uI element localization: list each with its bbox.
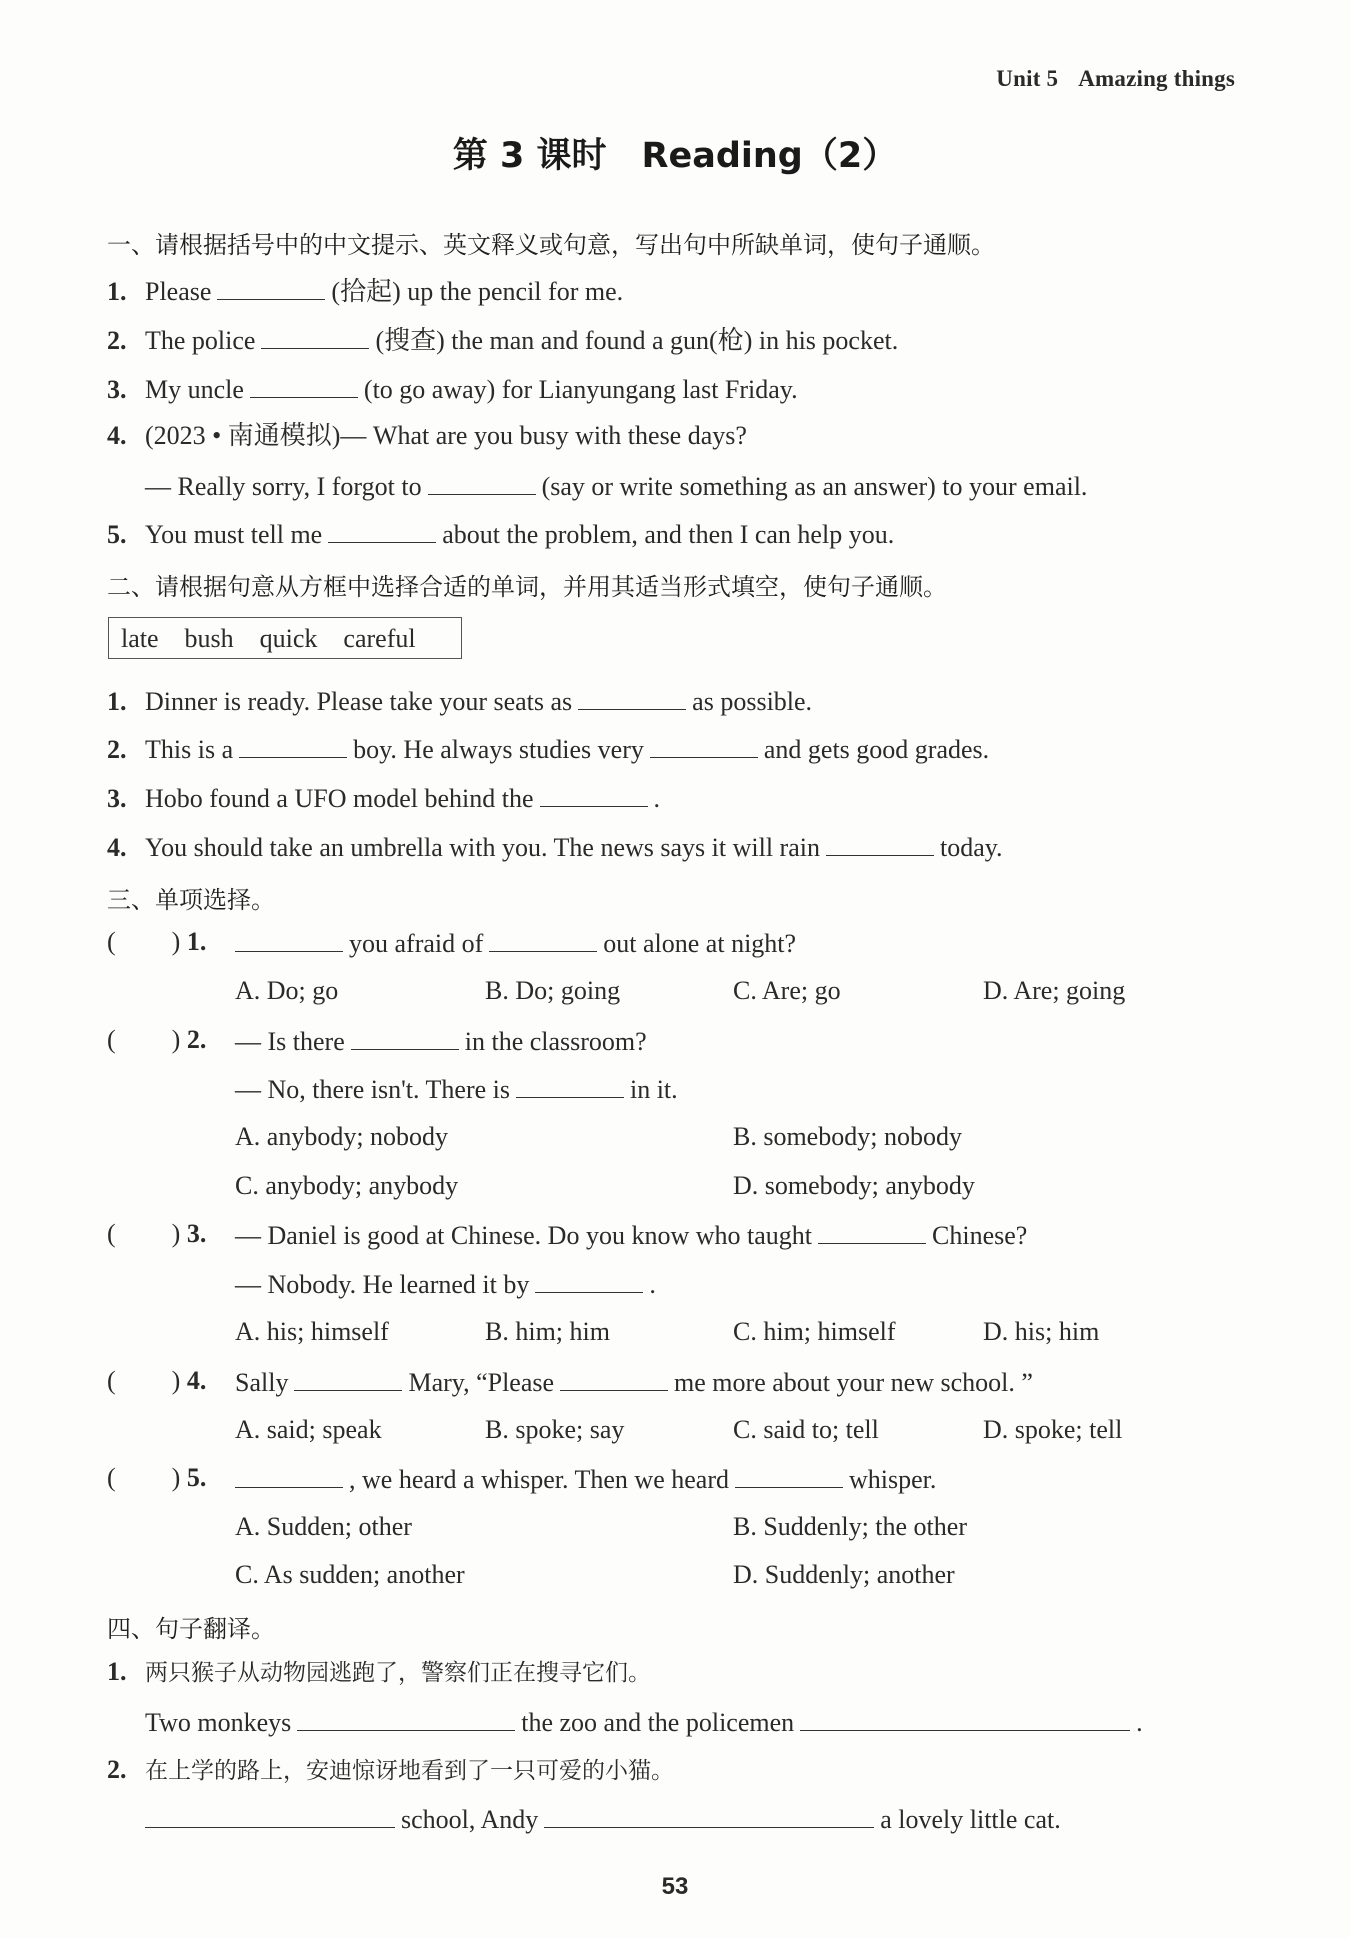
mc-q1-option-b[interactable]: B. Do; going <box>485 976 621 1005</box>
mc-q2-option-c[interactable]: C. anybody; anybody <box>235 1171 459 1200</box>
answer-blank[interactable] <box>250 373 358 398</box>
s1-item-2: 2. The police (搜查) the man and found a gun(枪) in his pocket. <box>107 326 899 355</box>
mc-q3-option-c[interactable]: C. him; himself <box>733 1317 896 1346</box>
answer-blank[interactable] <box>217 275 325 300</box>
answer-blank[interactable] <box>145 1803 395 1828</box>
answer-blank[interactable] <box>826 831 934 856</box>
word-option: late <box>121 624 159 653</box>
mc-q4-option-c[interactable]: C. said to; tell <box>733 1415 879 1444</box>
mc-q1-answer-paren[interactable]: ( ) 1. <box>107 927 207 956</box>
s1-item-4-reply: — Really sorry, I forgot to (say or write something as an answer) to your email. <box>145 472 1088 501</box>
answer-blank[interactable] <box>428 470 536 495</box>
answer-blank[interactable] <box>818 1219 926 1244</box>
mc-q4-stem: Sally Mary, “Please me more about your new school. ” <box>235 1368 1033 1397</box>
answer-blank[interactable] <box>544 1803 874 1828</box>
mc-q5-option-b[interactable]: B. Suddenly; the other <box>733 1512 967 1541</box>
mc-q4-option-d[interactable]: D. spoke; tell <box>983 1415 1123 1444</box>
answer-blank[interactable] <box>328 518 436 543</box>
answer-blank[interactable] <box>489 927 597 952</box>
mc-q2-option-d[interactable]: D. somebody; anybody <box>733 1171 975 1200</box>
section-3-heading: 三、单项选择。 <box>107 886 275 914</box>
mc-q1-option-d[interactable]: D. Are; going <box>983 976 1126 1005</box>
page-number: 53 <box>661 1873 689 1900</box>
mc-q3-option-a[interactable]: A. his; himself <box>235 1317 389 1346</box>
s2-item-3: 3. Hobo found a UFO model behind the . <box>107 784 661 813</box>
s2-item-1: 1. Dinner is ready. Please take your seats as as possible. <box>107 687 813 716</box>
mc-q1-option-a[interactable]: A. Do; go <box>235 976 339 1005</box>
mc-q2-stem-2: — No, there isn't. There is in it. <box>235 1075 678 1104</box>
word-option: careful <box>343 624 416 653</box>
answer-blank[interactable] <box>578 685 686 710</box>
unit-topic: Amazing things <box>1078 66 1235 91</box>
answer-blank[interactable] <box>235 927 343 952</box>
unit-label: Unit 5 <box>996 66 1059 91</box>
mc-q2-stem-1: — Is there in the classroom? <box>235 1027 647 1056</box>
section-1-heading: 一、请根据括号中的中文提示、英文释义或句意，写出句中所缺单词，使句子通顺。 <box>107 231 995 259</box>
mc-q5-option-c[interactable]: C. As sudden; another <box>235 1560 465 1589</box>
s4-item-1-english: Two monkeys the zoo and the policemen . <box>145 1708 1143 1737</box>
s1-item-5: 5. You must tell me about the problem, and then I can help you. <box>107 520 895 549</box>
s4-item-2-chinese: 2. 在上学的路上，安迪惊讶地看到了一只可爱的小猫。 <box>107 1755 674 1784</box>
word-option: bush <box>184 624 234 653</box>
mc-q2-answer-paren[interactable]: ( ) 2. <box>107 1025 207 1054</box>
section-2-heading: 二、请根据句意从方框中选择合适的单词，并用其适当形式填空，使句子通顺。 <box>107 573 947 601</box>
answer-blank[interactable] <box>560 1366 668 1391</box>
answer-blank[interactable] <box>294 1366 402 1391</box>
mc-q5-option-a[interactable]: A. Sudden; other <box>235 1512 412 1541</box>
running-header <box>996 66 1235 92</box>
answer-blank[interactable] <box>516 1073 624 1098</box>
mc-q4-answer-paren[interactable]: ( ) 4. <box>107 1366 207 1395</box>
word-box <box>108 617 462 659</box>
answer-blank[interactable] <box>535 1268 643 1293</box>
s4-item-2-english: school, Andy a lovely little cat. <box>145 1803 1061 1835</box>
mc-q1-option-c[interactable]: C. Are; go <box>733 976 841 1005</box>
mc-q1-stem: you afraid of out alone at night? <box>235 927 796 959</box>
answer-blank[interactable] <box>239 733 347 758</box>
s4-item-1-chinese: 1. 两只猴子从动物园逃跑了，警察们正在搜寻它们。 <box>107 1657 651 1686</box>
answer-blank[interactable] <box>261 324 369 349</box>
mc-q3-stem-2: — Nobody. He learned it by . <box>235 1270 656 1299</box>
mc-q5-answer-paren[interactable]: ( ) 5. <box>107 1463 207 1492</box>
answer-blank[interactable] <box>735 1463 843 1488</box>
s1-item-4: 4. (2023 • 南通模拟)— What are you busy with these days? <box>107 421 747 450</box>
mc-q4-option-a[interactable]: A. said; speak <box>235 1415 382 1444</box>
s1-item-1: 1. Please (拾起) up the pencil for me. <box>107 277 624 306</box>
mc-q3-option-d[interactable]: D. his; him <box>983 1317 1100 1346</box>
answer-blank[interactable] <box>351 1025 459 1050</box>
s2-item-2: 2. This is a boy. He always studies very and gets good grades. <box>107 735 990 764</box>
mc-q3-option-b[interactable]: B. him; him <box>485 1317 610 1346</box>
word-option: quick <box>259 624 318 653</box>
answer-blank[interactable] <box>650 733 758 758</box>
mc-q4-option-b[interactable]: B. spoke; say <box>485 1415 625 1444</box>
mc-q3-stem-1: — Daniel is good at Chinese. Do you know who taught Chinese? <box>235 1221 1028 1250</box>
mc-q3-answer-paren[interactable]: ( ) 3. <box>107 1219 207 1248</box>
mc-q2-option-a[interactable]: A. anybody; nobody <box>235 1122 449 1151</box>
answer-blank[interactable] <box>540 782 648 807</box>
lesson-title: 第 3 课时 Reading（2） <box>452 136 898 176</box>
section-4-heading: 四、句子翻译。 <box>107 1615 275 1643</box>
answer-blank[interactable] <box>297 1706 515 1731</box>
mc-q5-stem: , we heard a whisper. Then we heard whisper. <box>235 1463 936 1495</box>
mc-q2-option-b[interactable]: B. somebody; nobody <box>733 1122 962 1151</box>
s1-item-3: 3. My uncle (to go away) for Lianyungang last Friday. <box>107 375 798 404</box>
s2-item-4: 4. You should take an umbrella with you. The news says it will rain today. <box>107 833 1003 862</box>
answer-blank[interactable] <box>800 1706 1130 1731</box>
answer-blank[interactable] <box>235 1463 343 1488</box>
mc-q5-option-d[interactable]: D. Suddenly; another <box>733 1560 955 1589</box>
